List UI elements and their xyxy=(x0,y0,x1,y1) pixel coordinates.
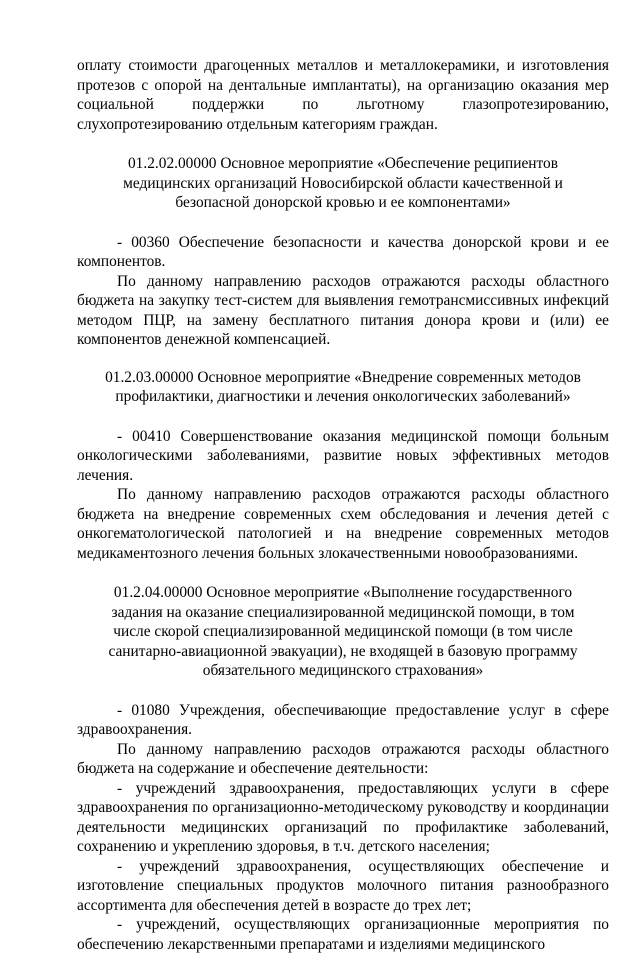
list-item-methodical: - учреждений здравоохранения, предоставляющих услуги в сфере здравоохранения по организационно-методическому руководству и координации деятельности медицинских организаций по профилактике заболеваний, сохранению и укреплению здоровья, в т.ч. детского населения; xyxy=(77,779,609,855)
section-heading-01-2-02: 01.2.02.00000 Основное мероприятие «Обеспечение реципиентов медицинских организаций Новосибирской области качественной и безопасной донорской кровью и ее компонентами» xyxy=(123,155,563,211)
list-item-medicines: - учреждений, осуществляющих организационные мероприятия по обеспечению лекарственными препаратами и изделиями медицинского xyxy=(77,916,609,953)
paragraph-00360-description: По данному направлению расходов отражаются расходы областного бюджета на закупку тест-систем для выявления гемотрансмиссивных инфекций методом ПЦР, на замену бесплатного питания донора крови и (или) ее компонентов денежной компенсацией. xyxy=(77,272,609,348)
section-heading-01-2-04: 01.2.04.00000 Основное мероприятие «Выполнение государственного задания на оказание специализированной медицинской помощи, в том числе скорой специализированной медицинской помощи (в том числе санитарно-авиационной эвакуации), не входящей в базовую программу обязательного медицинского страхования» xyxy=(108,584,578,679)
expense-item-01080: - 01080 Учреждения, обеспечивающие предоставление услуг в сфере здравоохранения. xyxy=(77,701,609,738)
section-heading-01-2-03: 01.2.03.00000 Основное мероприятие «Внедрение современных методов профилактики, диагностики и лечения онкологических заболеваний» xyxy=(105,368,581,405)
paragraph-01080-description: По данному направлению расходов отражаются расходы областного бюджета на содержание и обеспечение деятельности: xyxy=(77,740,609,777)
expense-item-00360: - 00360 Обеспечение безопасности и качества донорской крови и ее компонентов. xyxy=(77,233,609,270)
paragraph-continuation: оплату стоимости драгоценных металлов и металлокерамики, и изготовления протезов с опорой на дентальные имплантаты), на организацию оказания мер социальной поддержки по льготному глазопротезированию, слухопротезированию отдельным категориям граждан. xyxy=(77,57,609,133)
document-page xyxy=(77,56,609,954)
paragraph-00410-description: По данному направлению расходов отражаются расходы областного бюджета на внедрение современных схем обследования и лечения детей с онкогематологической патологией и на внедрение современных методов медикаментозного лечения больных злокачественными новообразованиями. xyxy=(77,486,609,562)
expense-item-00410: - 00410 Совершенствование оказания медицинской помощи больным онкологическими заболеваниями, развитие новых эффективных методов лечения. xyxy=(77,427,609,484)
list-item-dairy-nutrition: - учреждений здравоохранения, осуществляющих обеспечение и изготовление специальных продуктов молочного питания разнообразного ассортимента для обеспечения детей в возрасте до трех лет; xyxy=(77,857,609,914)
